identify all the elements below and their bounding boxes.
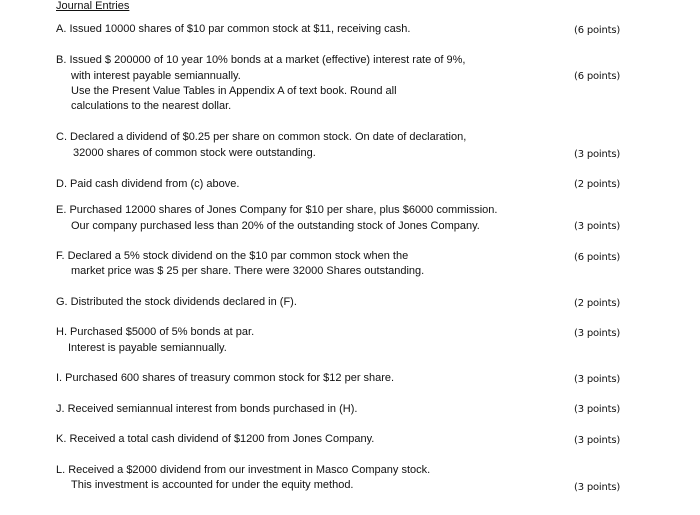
item-d-points: (2 points) [574, 179, 621, 190]
item-b-line-3: Use the Present Value Tables in Appendix A of text book. Round all [71, 85, 397, 97]
item-k-points: (3 points) [574, 435, 621, 446]
item-g-points: (2 points) [574, 298, 621, 309]
item-b-points: (6 points) [574, 71, 621, 82]
item-h-line-2: Interest is payable semiannually. [68, 342, 227, 354]
item-d-line-1: D. Paid cash dividend from (c) above. [56, 178, 240, 190]
item-j-line-1: J. Received semiannual interest from bonds purchased in (H). [56, 403, 358, 415]
item-a-points: (6 points) [574, 25, 621, 36]
item-b-line-2: with interest payable semiannually. [71, 70, 241, 82]
item-i-points: (3 points) [574, 374, 621, 385]
item-f-line-1: F. Declared a 5% stock dividend on the $10 par common stock when the [56, 250, 409, 262]
item-c-line-2: 32000 shares of common stock were outstanding. [73, 147, 316, 159]
item-f-line-2: market price was $ 25 per share. There were 32000 Shares outstanding. [71, 265, 425, 277]
item-k-line-1: K. Received a total cash dividend of $1200 from Jones Company. [56, 433, 375, 445]
item-b-line-1: B. Issued $ 200000 of 10 year 10% bonds at a market (effective) interest rate of 9%, [56, 54, 466, 66]
item-j-points: (3 points) [574, 404, 621, 415]
item-c-line-1: C. Declared a dividend of $0.25 per share on common stock. On date of declaration, [56, 131, 467, 143]
item-i-line-1: I. Purchased 600 shares of treasury common stock for $12 per share. [56, 372, 395, 384]
item-l-line-1: L. Received a $2000 dividend from our investment in Masco Company stock. [56, 464, 431, 476]
item-e-line-2: Our company purchased less than 20% of the outstanding stock of Jones Company. [71, 220, 480, 232]
item-c-points: (3 points) [574, 149, 621, 160]
item-l-points: (3 points) [574, 482, 621, 493]
item-h-points: (3 points) [574, 328, 621, 339]
item-g-line-1: G. Distributed the stock dividends declared in (F). [56, 296, 297, 308]
item-b-line-4: calculations to the nearest dollar. [71, 100, 232, 112]
item-l-line-2: This investment is accounted for under the equity method. [71, 479, 354, 491]
item-e-points: (3 points) [574, 221, 621, 232]
page-title: Journal Entries [56, 0, 130, 12]
item-f-points: (6 points) [574, 252, 621, 263]
item-h-line-1: H. Purchased $5000 of 5% bonds at par. [56, 326, 255, 338]
item-e-line-1: E. Purchased 12000 shares of Jones Company for $10 per share, plus $6000 commission. [56, 204, 498, 216]
item-a-line-1: A. Issued 10000 shares of $10 par common stock at $11, receiving cash. [56, 23, 411, 35]
